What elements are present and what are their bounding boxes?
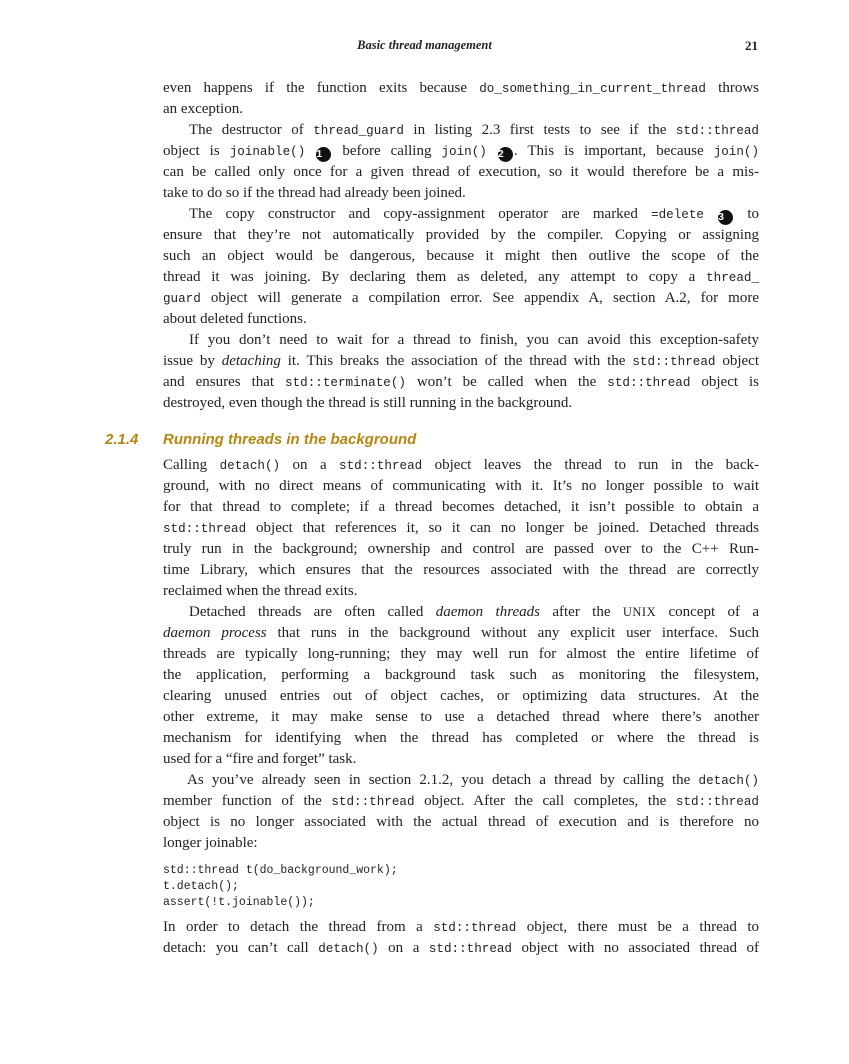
text-line: other extreme, it may make sense to use a detached thread where there’s another bbox=[163, 709, 759, 725]
text-line: the application, performing a background task such as monitoring the filesystem, bbox=[163, 667, 759, 683]
text-line: The copy constructor and copy-assignment operator are marked =delete 3 to bbox=[189, 206, 760, 223]
text-line: truly run in the background; ownership and control are passed over to the C++ Run- bbox=[163, 541, 759, 557]
text-line: used for a “fire and forget” task. bbox=[163, 751, 357, 767]
text-line: As you’ve already seen in section 2.1.2, you detach a thread by calling the detach() bbox=[187, 772, 759, 788]
text-line: detach: you can’t call detach() on a std::thread object with no associated thread of bbox=[163, 940, 759, 956]
text-line: std::thread object that references it, so it can no longer be joined. Detached threads bbox=[163, 520, 759, 536]
text-line: even happens if the function exits because do_something_in_current_thread throws bbox=[163, 80, 759, 96]
page-number: 21 bbox=[745, 38, 758, 53]
text-line: object is joinable() 1 before calling join() 2 . This is important, because join() bbox=[163, 143, 760, 160]
text-line: ground, with no direct means of communicating with it. It’s no longer possible to wait bbox=[163, 478, 759, 494]
text-line: Calling detach() on a std::thread object leaves the thread to run in the back- bbox=[163, 457, 759, 473]
text-line: thread it was joining. By declaring them as deleted, any attempt to copy a thread_ bbox=[163, 269, 759, 285]
text-line: clearing unused entries out of object caches, or optimizing data structures. At the bbox=[163, 688, 759, 704]
text-line: such an object would be dangerous, because it might then outlive the scope of the bbox=[163, 248, 759, 264]
section-number: 2.1.4 bbox=[105, 431, 139, 448]
text-line: time Library, which ensures that the resources associated with the thread are correctly bbox=[163, 562, 759, 578]
running-title: Basic thread management bbox=[357, 38, 492, 52]
text-line: for that thread to complete; if a thread becomes detached, it isn’t possible to obtain a bbox=[163, 499, 759, 515]
text-line: member function of the std::thread object. After the call completes, the std::thread bbox=[163, 793, 759, 809]
text-line: ensure that they’re not automatically provided by the compiler. Copying or assigning bbox=[163, 227, 759, 243]
text-line: can be called only once for a given thread of execution, so it would therefore be a mis- bbox=[163, 164, 759, 180]
text-line: issue by detaching it. This breaks the association of the thread with the std::thread object bbox=[163, 353, 759, 369]
text-line: object is no longer associated with the actual thread of execution and is therefore no bbox=[163, 814, 759, 830]
text-line: take to do so if the thread had already been joined. bbox=[163, 185, 466, 201]
code-annotation-2: 2 bbox=[498, 147, 513, 162]
text-line: If you don’t need to wait for a thread to finish, you can avoid this exception-safety bbox=[189, 332, 759, 348]
code-annotation-1: 1 bbox=[316, 147, 331, 162]
text-line: In order to detach the thread from a std::thread object, there must be a thread to bbox=[163, 919, 759, 935]
text-line: guard object will generate a compilation error. See appendix A, section A.2, for more bbox=[163, 290, 759, 306]
text-line: threads are typically long-running; they may well run for almost the entire lifetime of bbox=[163, 646, 759, 662]
text-line: daemon process that runs in the background without any explicit user interface. Such bbox=[163, 625, 759, 641]
code-annotation-3: 3 bbox=[718, 210, 733, 225]
text-line: an exception. bbox=[163, 101, 243, 117]
text-line: about deleted functions. bbox=[163, 311, 307, 327]
text-line: and ensures that std::terminate() won’t be called when the std::thread object is bbox=[163, 374, 760, 390]
text-line: reclaimed when the thread exits. bbox=[163, 583, 358, 599]
text-line: Detached threads are often called daemon threads after the UNIX concept of a bbox=[189, 604, 759, 620]
code-line: std::thread t(do_background_work); bbox=[163, 864, 398, 877]
code-line: t.detach(); bbox=[163, 880, 239, 893]
text-line: The destructor of thread_guard in listing 2.3 first tests to see if the std::thread bbox=[189, 122, 759, 138]
text-line: destroyed, even though the thread is still running in the background. bbox=[163, 395, 573, 411]
code-line: assert(!t.joinable()); bbox=[163, 896, 315, 909]
text-line: mechanism for identifying when the thread has completed or where the thread is bbox=[163, 730, 759, 746]
section-title: Running threads in the background bbox=[163, 431, 417, 448]
text-line: longer joinable: bbox=[163, 835, 258, 851]
